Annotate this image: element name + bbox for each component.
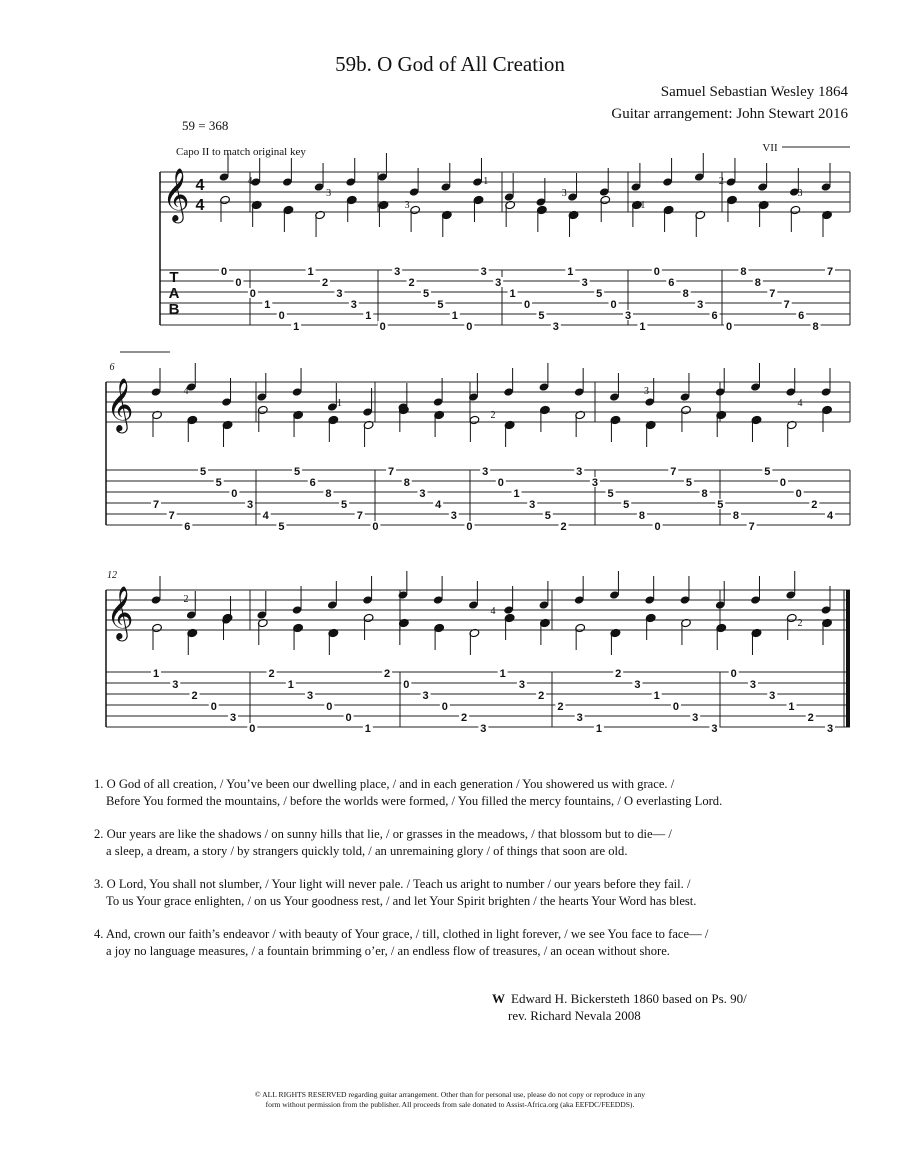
- tab-number: 3: [624, 310, 632, 322]
- tab-number: 1: [307, 266, 314, 278]
- tab-number: 5: [215, 477, 222, 489]
- tab-number: 2: [807, 712, 814, 724]
- tab-number: 0: [779, 477, 787, 489]
- tab-number: 8: [812, 321, 819, 333]
- tab-number: 2: [538, 690, 545, 702]
- tab-label: B: [168, 301, 180, 318]
- tab-number: 1: [639, 321, 646, 333]
- time-signature-bottom: 4: [195, 197, 205, 214]
- tab-number: 4: [826, 510, 834, 522]
- score-text: [106, 142, 850, 735]
- tab-number: 8: [701, 488, 708, 500]
- tab-number: 7: [670, 466, 677, 478]
- noteheads: [151, 153, 833, 655]
- tab-number: 4: [262, 510, 269, 522]
- fingering-number: 1: [640, 200, 646, 211]
- tab-number: 1: [499, 668, 506, 680]
- tab-number: 6: [184, 521, 191, 533]
- tab-number: 0: [653, 266, 660, 278]
- fingering-number: 4: [247, 176, 253, 187]
- tab-number: 8: [682, 288, 689, 300]
- tab-number: 8: [638, 510, 645, 522]
- tab-number: 7: [748, 521, 755, 533]
- verse-line: a sleep, a dream, a story / by strangers quickly told, / an unremaining glory / of things that soon are old.: [106, 844, 628, 858]
- copyright-line: © ALL RIGHTS RESERVED regarding guitar arrangement. Other than for personal use, please do not copy or reproduce in any: [254, 1090, 646, 1099]
- tab-number: 3: [480, 723, 487, 735]
- tab-number: 2: [191, 690, 198, 702]
- tab-number: 8: [403, 477, 410, 489]
- text-credit-line: rev. Richard Nevala 2008: [508, 1008, 641, 1023]
- tab-number: 0: [672, 701, 680, 713]
- verse-line: 3. O Lord, You shall not slumber, / Your light will never pale. / Teach us aright to number / our years before they fail. /: [94, 877, 691, 891]
- time-signature-top: 4: [195, 177, 205, 194]
- tab-number: 3: [518, 679, 525, 691]
- tab-number: 5: [596, 288, 603, 300]
- text-credit-line: Edward H. Bickersteth 1860 based on Ps. 90/: [511, 991, 747, 1006]
- text-credit: [492, 990, 747, 1024]
- tab-number: 1: [451, 310, 458, 322]
- capo-instruction: Capo II to match original key: [176, 146, 306, 158]
- fingering-number: 3: [326, 188, 332, 199]
- tab-number: 2: [408, 277, 415, 289]
- tab-number: 2: [461, 712, 468, 724]
- tab-number: 5: [685, 477, 692, 489]
- tab-number: 3: [482, 466, 489, 478]
- tab-number: 3: [826, 723, 834, 735]
- tab-number: 7: [783, 299, 790, 311]
- tab-number: 7: [388, 466, 395, 478]
- verse-2: [94, 826, 874, 860]
- tab-number: 5: [764, 466, 771, 478]
- fingering-number: 3: [797, 188, 803, 199]
- tab-number: 1: [365, 310, 372, 322]
- tab-number: 1: [287, 679, 294, 691]
- tab-number: 5: [199, 466, 207, 478]
- tab-number: 2: [811, 499, 818, 511]
- verse-4: [94, 926, 874, 960]
- tab-number: 5: [341, 499, 348, 511]
- tab-number: 0: [466, 321, 473, 333]
- tab-number: 3: [581, 277, 588, 289]
- tab-number: 0: [345, 712, 352, 724]
- tab-number: 3: [336, 288, 343, 300]
- tab-number: 3: [769, 690, 776, 702]
- tab-number: 0: [249, 723, 256, 735]
- lyrics-block: [94, 776, 874, 976]
- tab-number: 6: [309, 477, 316, 489]
- fingering-number: 3: [644, 386, 649, 397]
- tab-number: 5: [623, 499, 630, 511]
- staff-lines: [106, 172, 850, 630]
- tab-number: 7: [168, 510, 175, 522]
- tab-number: 3: [306, 690, 314, 702]
- tab-number: 0: [235, 277, 242, 289]
- tab-number: 0: [220, 266, 228, 278]
- tab-number: 5: [294, 466, 301, 478]
- tab-number: 5: [538, 310, 545, 322]
- tab-number: 1: [653, 690, 660, 702]
- tab-number: 4: [435, 499, 442, 511]
- tab-number: 1: [513, 488, 520, 500]
- tab-number: 1: [293, 321, 300, 333]
- tab-number: 2: [560, 521, 567, 533]
- verse-line: a joy no language measures, / a fountain brimming o’er, / an endless flow of treasures, / an ocean without shore.: [106, 944, 670, 958]
- treble-clef-icon: 𝄞: [162, 167, 190, 221]
- tab-number: 3: [480, 266, 487, 278]
- tab-number: 1: [264, 299, 271, 311]
- tab-number: 3: [229, 712, 237, 724]
- tab-number: 3: [172, 679, 179, 691]
- verse-line: To us Your grace enlighten, / on us Your goodness rest, / and let Your Spirit brighten / the hearts Your Word has blest.: [106, 894, 697, 908]
- tab-number: 2: [384, 668, 391, 680]
- tab-number: 3: [576, 712, 583, 724]
- tab-number: 1: [567, 266, 574, 278]
- measure-number: 6: [109, 362, 115, 373]
- tab-number: 3: [749, 679, 757, 691]
- tab-number: 0: [210, 701, 217, 713]
- tab-number: 8: [325, 488, 332, 500]
- tab-number: 3: [422, 690, 429, 702]
- words-mark: W: [492, 991, 505, 1006]
- measure-number: 12: [107, 570, 117, 581]
- tab-number: 0: [278, 310, 285, 322]
- tab-number: 0: [523, 299, 531, 311]
- tab-number: 0: [379, 321, 386, 333]
- position-mark: VII: [762, 142, 778, 154]
- tab-number: 3: [529, 499, 536, 511]
- page-title: 59b. O God of All Creation: [335, 52, 565, 76]
- barlines: [106, 172, 850, 727]
- tab-label: A: [168, 285, 180, 302]
- tab-number: 0: [654, 521, 661, 533]
- tab-number: 0: [795, 488, 802, 500]
- tab-number: 3: [394, 266, 401, 278]
- fingering-number: 4: [797, 398, 803, 409]
- treble-clef-icon: 𝄞: [106, 377, 134, 431]
- tab-number: 0: [610, 299, 617, 311]
- tab-number: 6: [668, 277, 675, 289]
- treble-clef-icon: 𝄞: [106, 585, 134, 639]
- tab-number: 3: [552, 321, 559, 333]
- tab-number: 2: [321, 277, 329, 289]
- copyright-line: form without permission from the publisher. All proceeds from sale donated to Assist-Africa.org (aka EEFDC/FEEDDS).: [265, 1100, 635, 1109]
- verse-3: [94, 876, 874, 910]
- tab-number: 3: [591, 477, 598, 489]
- tab-number: 3: [495, 277, 502, 289]
- fingering-number: 3: [561, 188, 567, 199]
- tab-number: 6: [711, 310, 718, 322]
- tab-number: 2: [615, 668, 622, 680]
- fingering-number: 1: [337, 398, 342, 409]
- tab-number: 0: [466, 521, 473, 533]
- tab-number: 5: [544, 510, 551, 522]
- tab-number: 8: [732, 510, 740, 522]
- fingering-number: 2: [183, 594, 189, 605]
- composer-credit: Samuel Sebastian Wesley 1864: [660, 84, 848, 100]
- fingering-number: 2: [718, 176, 724, 187]
- tab-number: 0: [725, 321, 733, 333]
- tab-number: 5: [437, 299, 444, 311]
- tab-number: 3: [246, 499, 254, 511]
- tab-number: 5: [422, 288, 430, 300]
- tab-number: 1: [788, 701, 795, 713]
- tab-number: 2: [557, 701, 564, 713]
- tab-number: 1: [595, 723, 602, 735]
- verse-line: 4. And, crown our faith’s endeavor / with beauty of Your grace, / till, clothed in light forever, / we see You face to face— /: [94, 927, 709, 941]
- tab-label: T: [169, 269, 179, 286]
- copyright-notice: [190, 1090, 710, 1110]
- fingering-number: 2: [797, 618, 803, 629]
- tempo-marking: 59 = 368: [182, 118, 229, 133]
- fingering-number: 4: [490, 606, 496, 617]
- tab-number: 3: [450, 510, 457, 522]
- tab-number: 0: [326, 701, 333, 713]
- tab-number: 1: [364, 723, 371, 735]
- tab-number: 1: [152, 668, 160, 680]
- tab-number: 0: [441, 701, 448, 713]
- tab-number: 3: [697, 299, 704, 311]
- tab-number: 0: [403, 679, 410, 691]
- tab-number: 3: [350, 299, 357, 311]
- verse-line: Before You formed the mountains, / before the worlds were formed, / You filled the mercy fountains, / O everlasting Lord.: [106, 794, 723, 808]
- fingering-number: 2: [490, 410, 496, 421]
- tab-number: 0: [730, 668, 737, 680]
- tab-number: 7: [152, 499, 160, 511]
- tab-number: 8: [754, 277, 761, 289]
- verse-1: [94, 776, 874, 810]
- tab-number: 0: [497, 477, 504, 489]
- tab-number: 5: [607, 488, 614, 500]
- tab-number: 0: [372, 521, 379, 533]
- final-barline: [846, 590, 850, 727]
- tab-number: 7: [769, 288, 776, 300]
- verse-line: 2. Our years are like the shadows / on sunny hills that lie, / or grasses in the meadows, / that blossom but to die— /: [94, 827, 672, 841]
- fingering-number: 1: [483, 176, 489, 187]
- tab-number: 1: [509, 288, 516, 300]
- tab-number: 3: [634, 679, 641, 691]
- arranger-credit: Guitar arrangement: John Stewart 2016: [611, 106, 848, 122]
- tab-number: 8: [740, 266, 747, 278]
- tab-number: 0: [231, 488, 238, 500]
- tab-number: 3: [576, 466, 583, 478]
- tab-number: 3: [692, 712, 699, 724]
- tab-number: 5: [717, 499, 724, 511]
- tab-number: 6: [798, 310, 805, 322]
- tab-number: 7: [826, 266, 834, 278]
- verse-line: 1. O God of all creation, / You’ve been our dwelling place, / and in each generation / You showered us with grace. /: [94, 777, 675, 791]
- tab-number: 3: [419, 488, 426, 500]
- tab-number: 3: [711, 723, 718, 735]
- tab-number: 5: [278, 521, 285, 533]
- tab-number: 0: [249, 288, 256, 300]
- tab-number: 2: [268, 668, 275, 680]
- fingering-number: 4: [183, 386, 189, 397]
- tab-number: 7: [356, 510, 363, 522]
- tab-lines: [106, 270, 850, 727]
- fingering-number: 3: [404, 200, 410, 211]
